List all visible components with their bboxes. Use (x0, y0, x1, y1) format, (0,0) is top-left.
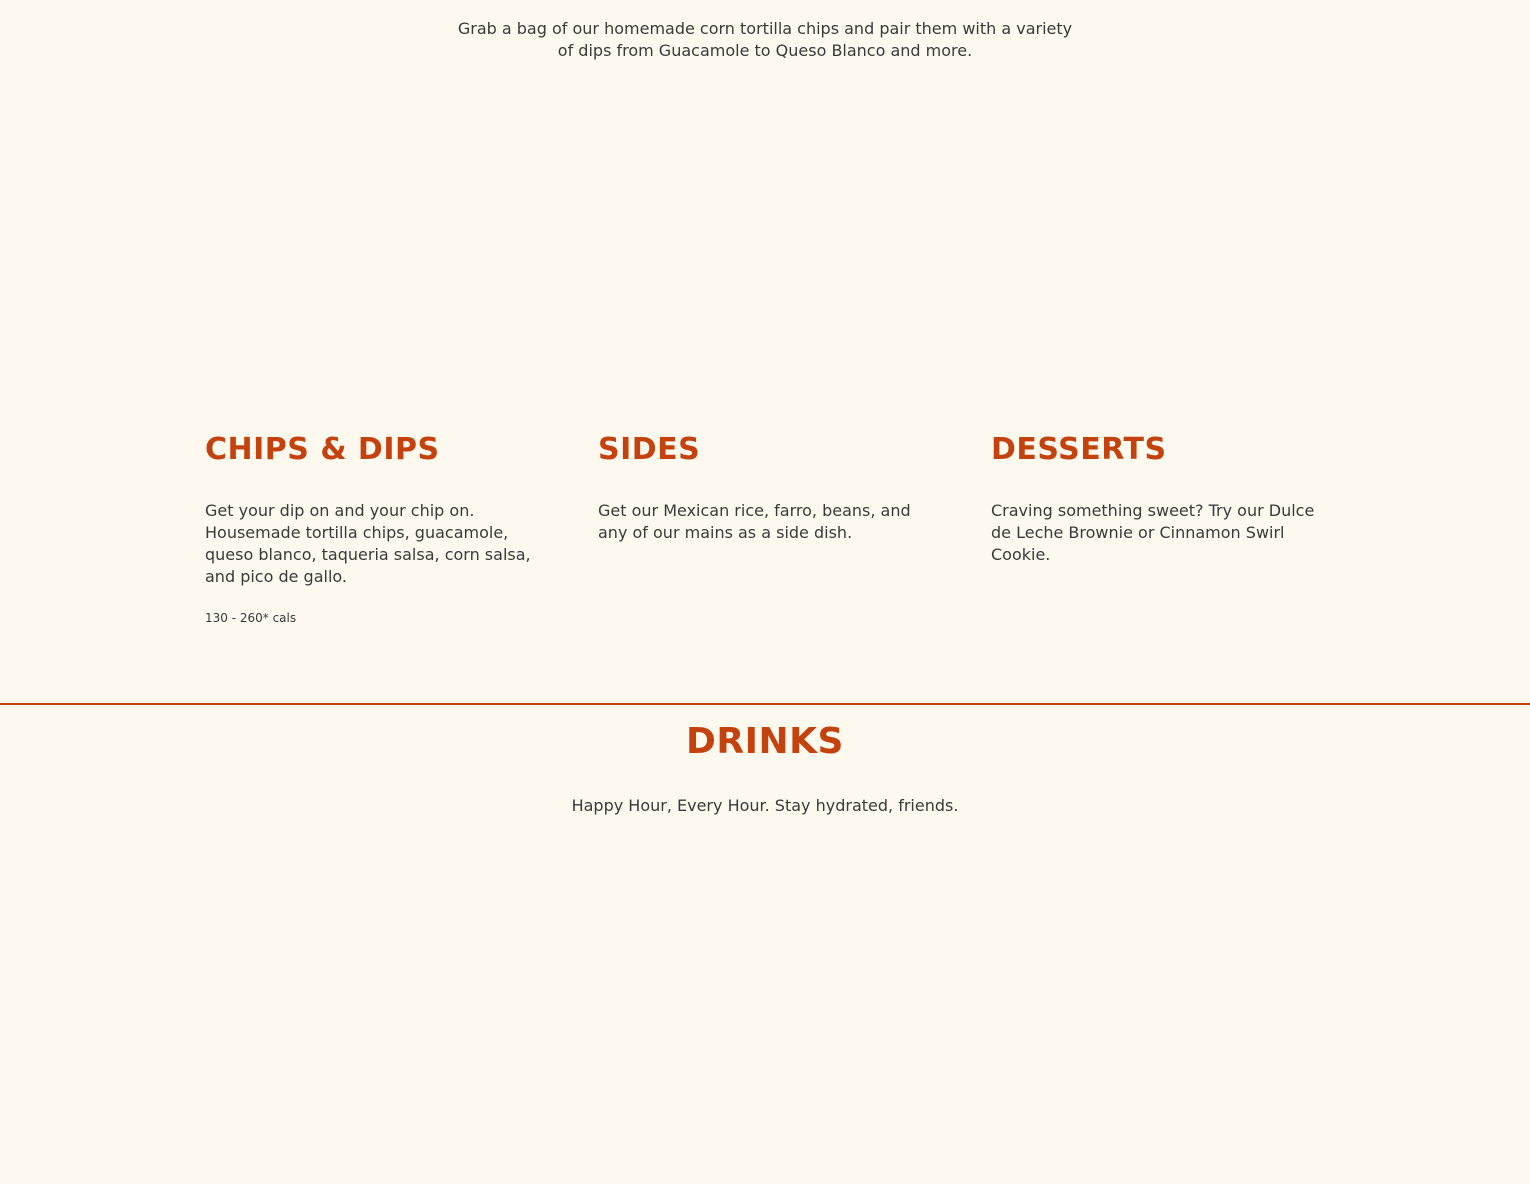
category-title: DESSERTS (991, 432, 1167, 467)
category-calories: 130 - 260* cals (205, 611, 297, 625)
drinks-subtitle: Happy Hour, Every Hour. Stay hydrated, friends. (571, 796, 959, 815)
menu-image-area (0, 70, 1530, 410)
category-title: CHIPS & DIPS (205, 432, 440, 467)
category-chips-dips (205, 430, 538, 626)
drinks-image-area (0, 830, 1530, 1170)
menu-categories (205, 430, 1330, 626)
chips-intro-text: Grab a bag of our homemade corn tortilla chips and pair them with a variety of dips from Guacamole to Queso Blanco and more. (457, 19, 1073, 60)
category-description: Get our Mexican rice, farro, beans, and any of our mains as a side dish. (598, 501, 911, 542)
category-title: SIDES (598, 432, 701, 467)
category-sides (598, 430, 931, 626)
section-divider (0, 703, 1530, 705)
drinks-title: DRINKS (686, 721, 844, 762)
category-desserts (991, 430, 1324, 626)
category-description: Craving something sweet? Try our Dulce de Leche Brownie or Cinnamon Swirl Cookie. (991, 501, 1315, 564)
category-description: Get your dip on and your chip on. Housemade tortilla chips, guacamole, queso blanco, taqueria salsa, corn salsa, and pico de gallo. (205, 501, 531, 586)
